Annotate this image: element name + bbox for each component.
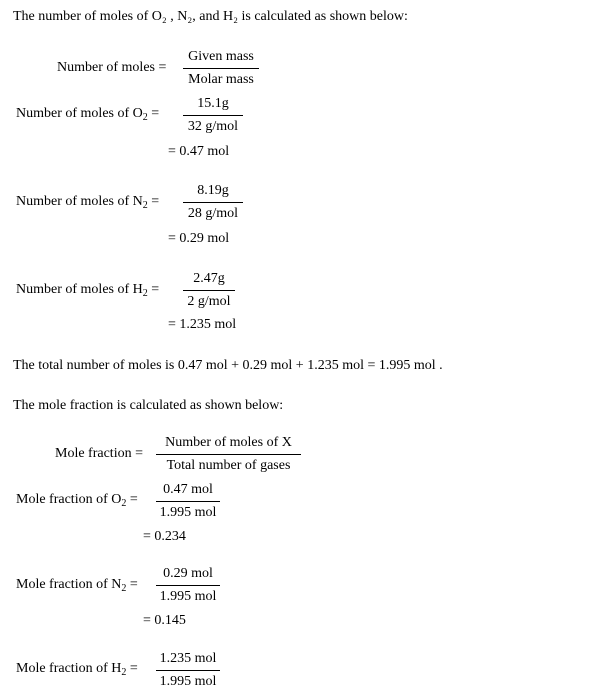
moles-h2-fraction <box>183 271 235 310</box>
fraction-h2-label: Mole fraction of $H_2$ = <box>16 661 138 678</box>
fraction-n2-fraction <box>156 566 220 605</box>
moles-formula-fraction <box>183 49 259 88</box>
fraction-n2-numerator: 0.29 mol <box>163 566 213 581</box>
fraction-n2-denominator: 1.995 mol <box>159 589 217 604</box>
moles-n2-fraction <box>183 183 243 222</box>
moles-h2-label: Number of moles of $H_2$ = <box>16 282 160 299</box>
fraction-bar <box>183 202 243 203</box>
fraction-formula-denominator: Total number of gases <box>166 458 291 473</box>
total-moles-sentence: The total number of moles is 0.47 mol + 0.29 mol + 1.235 mol = 1.995 mol . <box>13 358 443 373</box>
moles-formula-numerator: Given mass <box>188 49 254 64</box>
moles-o2-result: = 0.47 mol <box>168 144 230 159</box>
moles-o2-fraction <box>183 96 243 135</box>
moles-formula-denominator: Molar mass <box>188 72 254 87</box>
moles-h2-result: = 1.235 mol <box>168 317 237 332</box>
fraction-o2-numerator: 0.47 mol <box>163 482 213 497</box>
moles-h2-denominator: 2 g/mol <box>187 294 231 309</box>
moles-h2-numerator: 2.47g <box>193 271 225 286</box>
fraction-intro-text: The mole fraction is calculated as shown below: <box>13 398 284 413</box>
fraction-bar <box>183 68 259 69</box>
intro-text: The number of moles of O₂ , N₂, and H₂ is calculated as shown below: <box>13 9 408 24</box>
moles-o2-denominator: 32 g/mol <box>187 119 239 134</box>
fraction-formula-label: Mole fraction = <box>55 446 143 461</box>
fraction-bar <box>156 454 301 455</box>
fraction-n2-label: Mole fraction of $N_2$ = <box>16 577 138 594</box>
moles-n2-denominator: 28 g/mol <box>187 206 239 221</box>
fraction-o2-result: = 0.234 <box>143 529 186 544</box>
fraction-n2-result: = 0.145 <box>143 613 186 628</box>
moles-n2-label: Number of moles of $N_2$ = <box>16 194 160 211</box>
fraction-formula-fraction <box>156 435 301 474</box>
fraction-formula-numerator: Number of moles of X <box>165 435 292 450</box>
fraction-bar <box>156 585 220 586</box>
moles-o2-label: Number of moles of $O_2$ = <box>16 106 160 123</box>
fraction-h2-denominator: 1.995 mol <box>159 674 217 689</box>
fraction-o2-denominator: 1.995 mol <box>159 505 217 520</box>
fraction-bar <box>183 115 243 116</box>
moles-formula-label: Number of moles = <box>57 60 167 75</box>
fraction-bar <box>156 670 220 671</box>
moles-o2-numerator: 15.1g <box>197 96 229 111</box>
fraction-bar <box>156 501 220 502</box>
moles-n2-numerator: 8.19g <box>197 183 229 198</box>
fraction-bar <box>183 290 235 291</box>
fraction-o2-label: Mole fraction of $O_2$ = <box>16 492 138 509</box>
moles-n2-result: = 0.29 mol <box>168 231 230 246</box>
fraction-h2-fraction <box>156 651 220 690</box>
fraction-h2-numerator: 1.235 mol <box>159 651 217 666</box>
fraction-o2-fraction <box>156 482 220 521</box>
